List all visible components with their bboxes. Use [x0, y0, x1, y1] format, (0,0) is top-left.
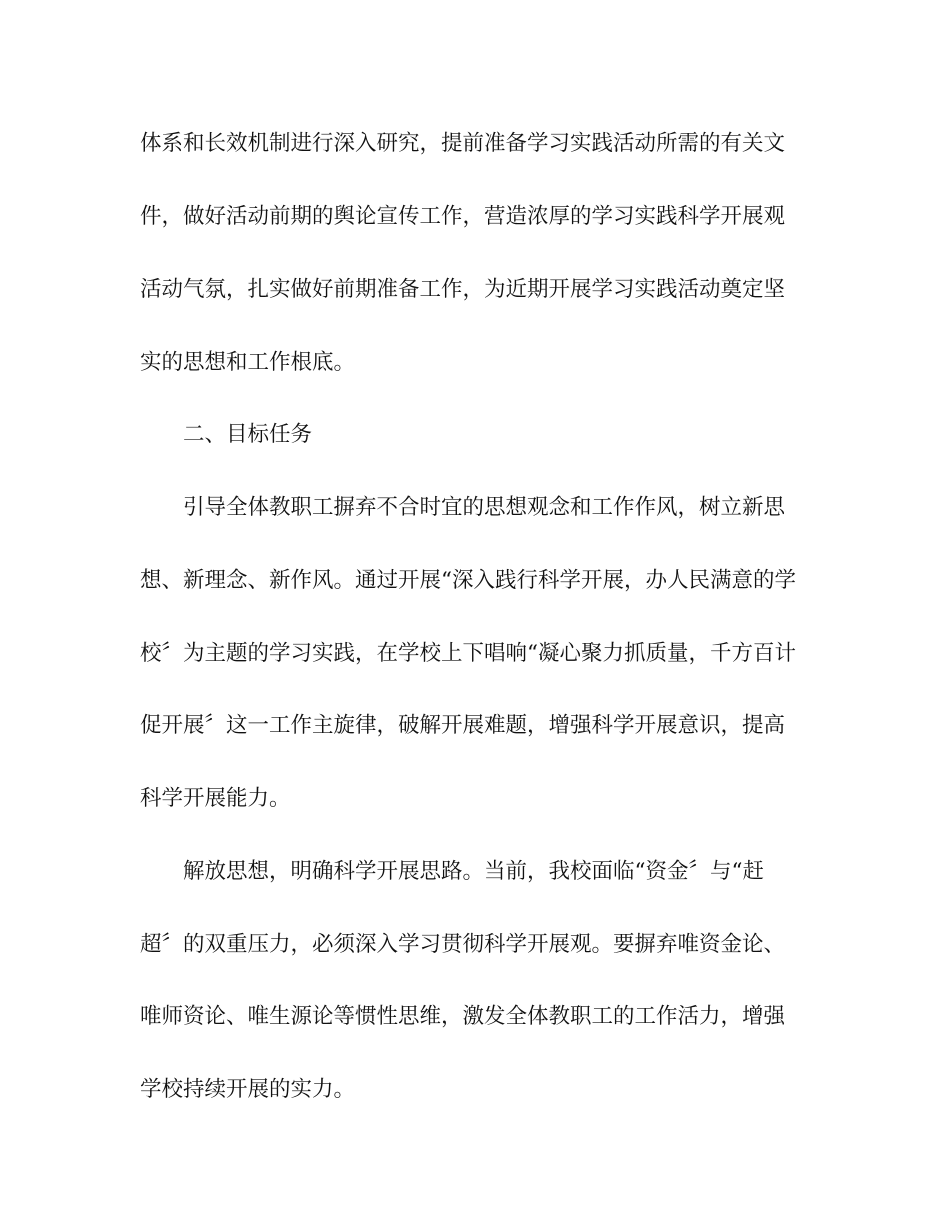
paragraph-line: 实的思想和工作根底。	[140, 350, 356, 375]
paragraph-line: 科学开展能力。	[140, 786, 291, 811]
paragraph-line: 件，做好活动前期的舆论宣传工作，营造浓厚的学习实践科学开展观	[140, 204, 786, 229]
paragraph-line: 超〞的双重压力，必须深入学习贯彻科学开展观。要摒弃唯资金论、	[140, 932, 786, 957]
paragraph-line: 校〞为主题的学习实践，在学校上下唱响“凝心聚力抓质量，千方百计	[140, 641, 796, 666]
paragraph-line: 体系和长效机制进行深入研究，提前准备学习实践活动所需的有关文	[140, 131, 786, 156]
paragraph-line: 唯师资论、唯生源论等惯性思维，激发全体教职工的工作活力，增强	[140, 1004, 786, 1029]
paragraph-line: 引导全体教职工摒弃不合时宜的思想观念和工作作风，树立新思	[183, 495, 786, 520]
section-heading: 二、目标任务	[183, 422, 313, 447]
paragraph-line: 促开展〞这一工作主旋律，破解开展难题，增强科学开展意识，提高	[140, 713, 786, 738]
paragraph-line: 活动气氛，扎实做好前期准备工作，为近期开展学习实践活动奠定坚	[140, 277, 786, 302]
paragraph-line: 学校持续开展的实力。	[140, 1077, 356, 1102]
paragraph-line: 想、新理念、新作风。通过开展“深入践行科学开展，办人民满意的学	[140, 568, 796, 593]
paragraph-line: 解放思想，明确科学开展思路。当前，我校面临“资金〞与“赶	[183, 859, 764, 884]
